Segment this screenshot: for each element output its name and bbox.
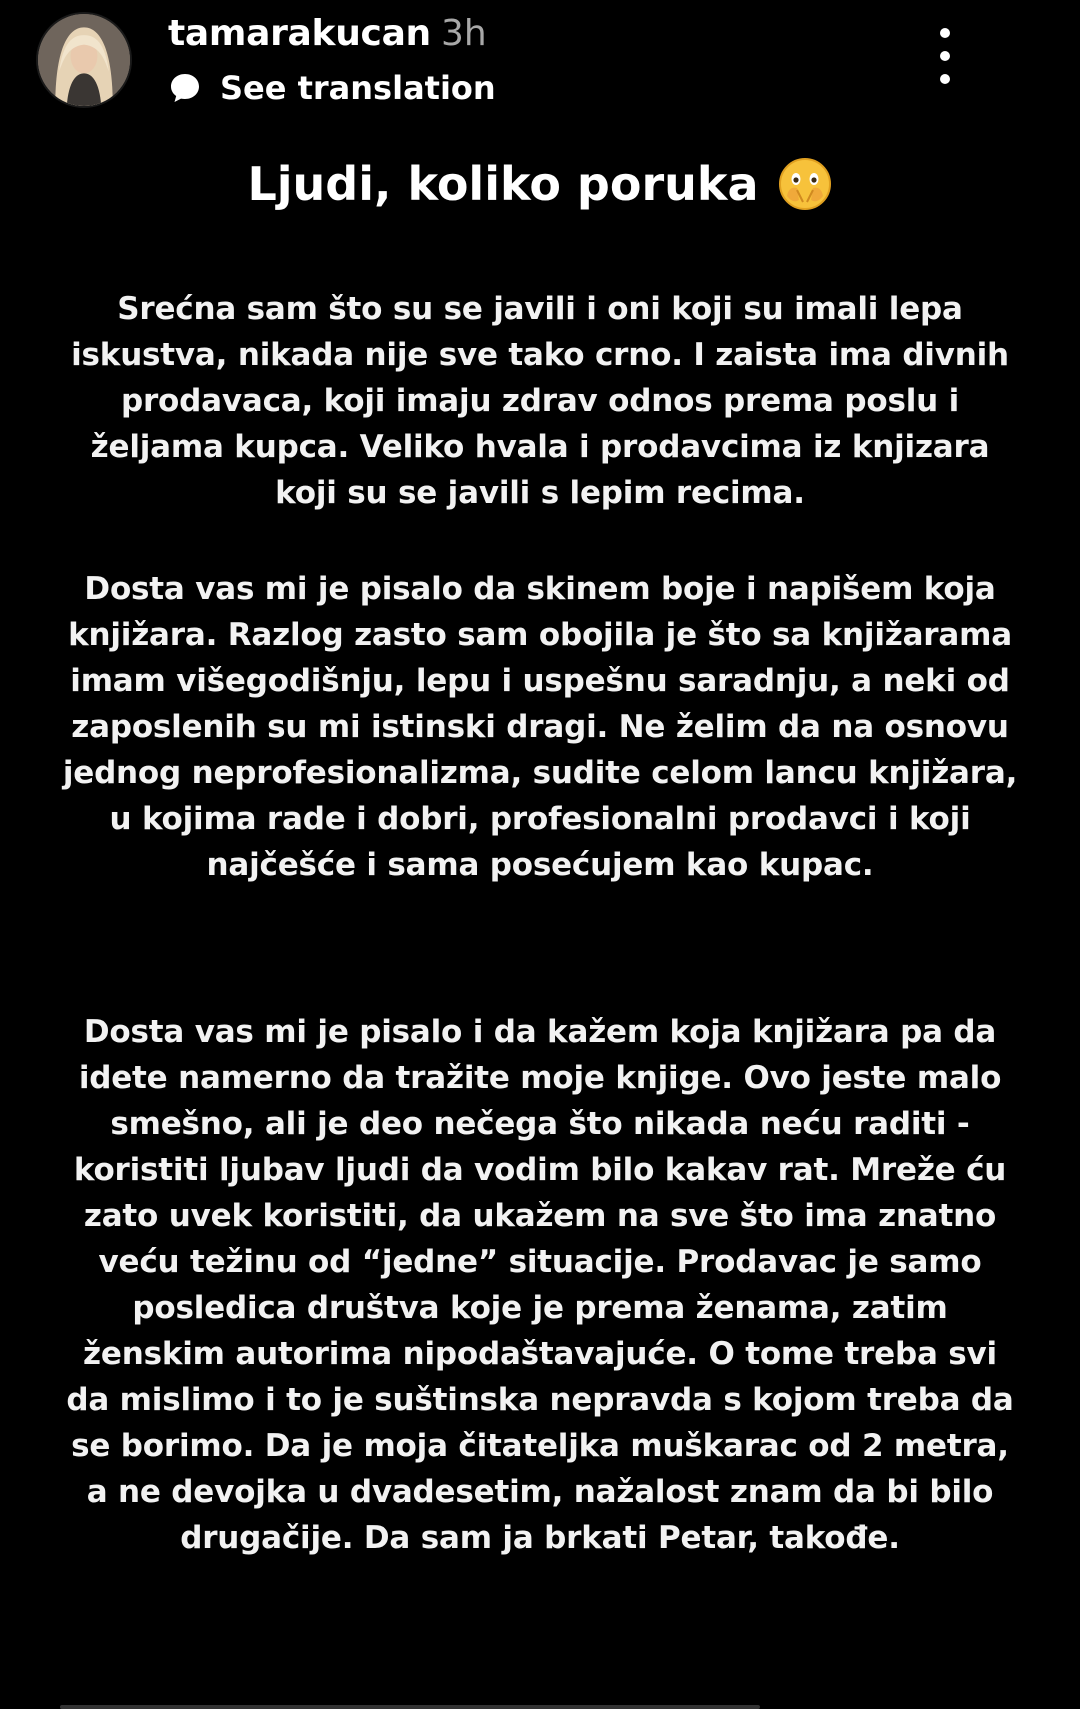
headline-text: Ljudi, koliko poruka <box>247 157 759 211</box>
see-translation-label: See translation <box>220 69 496 107</box>
story-paragraph-2: Dosta vas mi je pisalo da skinem boje i napišem koja knjižara. Razlog zasto sam obojila je što sa knjižarama imam višegodišnju, lepu i uspešnu saradnju, a neki od zaposlenih su mi istinski dragi. Ne želim da na osnovu jednog neprofesionalizma, sudite celom lancu knjižara, u kojima rade i dobri, profesionalni prodavci i koji najčešće i sama posećujem kao kupac. <box>62 571 1018 883</box>
post-time: 3h <box>441 13 487 54</box>
avatar-photo-icon <box>38 14 130 106</box>
speech-bubble-icon <box>168 71 202 105</box>
face-with-hand-over-mouth-emoji-icon <box>777 156 833 212</box>
story-paragraph-3: Dosta vas mi je pisalo i da kažem koja knjižara pa da idete namerno da tražite moje knjige. Ovo jeste malo smešno, ali je deo nečega što nikada neću raditi - koristiti ljubav ljudi da vodim bilo kakav rat. Mreže ću zato uvek koristiti, da ukažem na sve što ima znatno veću težinu od “jedne” situacije. Prodavac je samo posledica društva koje je prema ženama, zatim ženskim autorima nipodaštavajuće. O tome treba svi da mislimo i to je suštinska nepravda s kojom treba da se borimo. Da je moja čitateljka muškarac od 2 metra, a ne devojka u dvadesetim, nažalost znam da bi bilo drugačije. Da sam ja brkati Petar, takođe. <box>66 1014 1014 1556</box>
see-translation-button[interactable] <box>168 66 496 110</box>
story-headline <box>0 150 1080 218</box>
avatar[interactable] <box>36 12 132 108</box>
username[interactable]: tamarakucan <box>168 13 431 54</box>
more-options-button[interactable] <box>930 28 960 84</box>
story-header <box>0 0 1080 120</box>
vertical-dots-icon <box>940 28 950 38</box>
bottom-divider <box>60 1705 760 1709</box>
vertical-dots-icon-dot <box>940 74 950 84</box>
story-paragraph-1: Srećna sam što su se javili i oni koji su imali lepa iskustva, nikada nije sve tako crno. I zaista ima divnih prodavaca, koji imaju zdrav odnos prema poslu i željama kupca. Veliko hvala i prodavcima iz knjizara koji su se javili s lepim recima. <box>71 291 1009 511</box>
vertical-dots-icon-dot <box>940 51 950 61</box>
